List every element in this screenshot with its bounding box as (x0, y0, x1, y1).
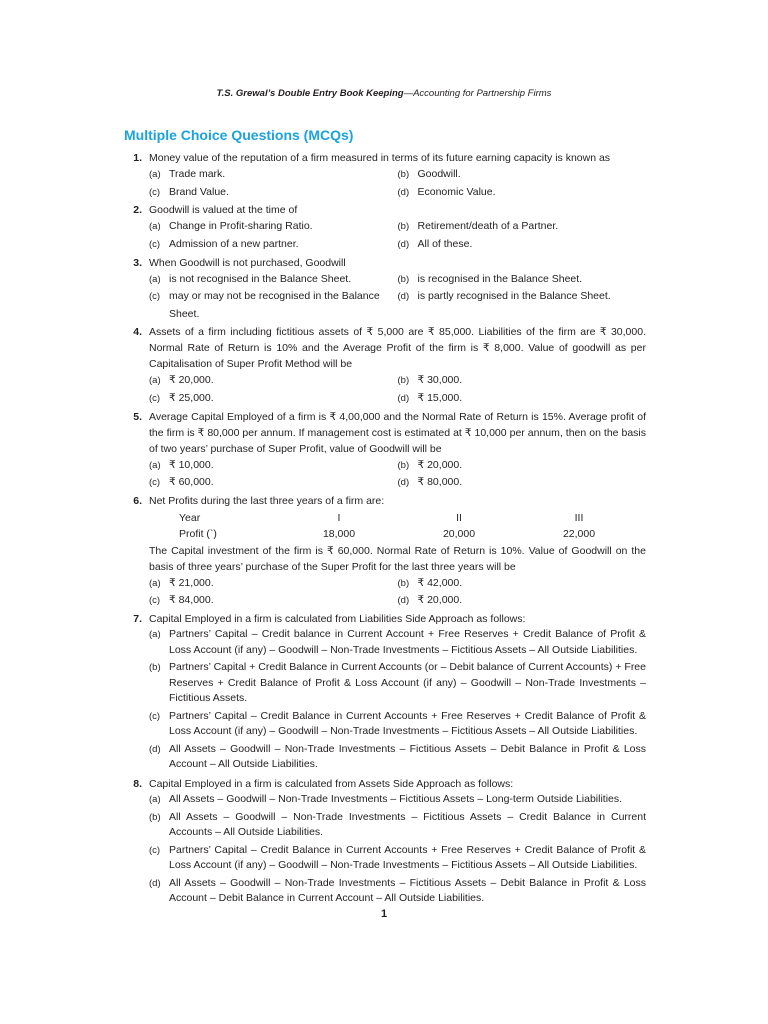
option-text: Retirement/death of a Partner. (417, 220, 559, 233)
book-subject: Accounting for Partnership Firms (413, 88, 552, 99)
option-label: (b) (149, 811, 161, 823)
option-label: (a) (149, 629, 161, 641)
option-label: (a) (149, 375, 161, 387)
option-label: (b) (397, 169, 410, 180)
option-d (398, 390, 647, 408)
option-c (149, 236, 398, 254)
question-list (124, 150, 646, 910)
option-label: (a) (149, 794, 161, 806)
option-text: All Assets – Goodwill – Non-Trade Investments – Fictitious Assets – Credit Balance in Current Accounts – All Outside Liabilities. (169, 810, 646, 839)
option-label: (a) (149, 273, 161, 285)
option-text: ₹ 15,000. (417, 391, 463, 404)
options (149, 792, 646, 909)
question-3 (124, 255, 646, 324)
options (149, 627, 646, 775)
question-text: When Goodwill is not purchased, Goodwill (149, 256, 346, 269)
option-label: (d) (149, 877, 161, 889)
option-text: may or may not be recognised in the Balance Sheet. (169, 290, 380, 320)
option-text: ₹ 80,000. (417, 476, 463, 489)
option-text: All Assets – Goodwill – Non-Trade Investments – Fictitious Assets – Long-term Outside Liabilities. (169, 793, 623, 806)
option-label: (b) (397, 577, 410, 589)
header-dash: — (403, 88, 414, 99)
option-label: (c) (149, 710, 161, 722)
question-text: Capital Employed in a firm is calculated from Liabilities Side Approach as follows: (149, 613, 526, 626)
profit-table (149, 510, 646, 542)
table-cell: 20,000 (442, 527, 476, 540)
question-text: Net Profits during the last three years of a firm are: (149, 494, 385, 507)
section-title: Multiple Choice Questions (MCQs) (124, 127, 354, 143)
question-7 (124, 611, 646, 775)
option-label: (b) (397, 459, 410, 471)
option-b (398, 271, 647, 289)
question-2 (124, 202, 646, 253)
option-d (398, 288, 647, 323)
option-c (149, 709, 646, 740)
option-d (149, 742, 646, 773)
question-number: 8. (133, 778, 142, 791)
option-label: (d) (397, 186, 410, 198)
option-a (149, 218, 398, 236)
question-number: 5. (133, 410, 142, 423)
option-label: (a) (149, 169, 161, 180)
option-d (398, 184, 647, 202)
option-b (149, 660, 646, 707)
question-4 (124, 324, 646, 407)
option-text: Partners’ Capital – Credit Balance in Current Accounts + Free Reserves + Credit Balance of Profit & Loss Account (if any) – Goodwill – Non-Trade Investments – Fictitious Assets – All Outside Liabilities. (169, 843, 646, 872)
option-b (398, 166, 647, 184)
page-number: 1 (380, 908, 388, 920)
question-text: Average Capital Employed of a firm is ₹ 4,00,000 and the Normal Rate of Return is 15%. Average profit of the firm is ₹ 80,000 per annum. If management cost is estimated at ₹ 10,000 per annum, then on the basis of two years’ purchase of Super Profit, value of Goodwill will be (149, 410, 646, 455)
option-label: (c) (149, 844, 161, 856)
option-b (398, 575, 647, 593)
question-text: Money value of the reputation of a firm measured in terms of its future earning capacity is known as (149, 152, 611, 164)
option-label: (b) (397, 375, 410, 387)
option-text: ₹ 25,000. (169, 391, 214, 404)
option-text: ₹ 60,000. (169, 476, 214, 489)
table-cell: I (337, 511, 341, 524)
option-label: (b) (149, 662, 161, 674)
option-label: (c) (149, 291, 161, 303)
question-text: Assets of a firm including fictitious assets of ₹ 5,000 are ₹ 85,000. Liabilities of the firm are ₹ 30,000. Normal Rate of Return is 10% and the Average Profit of the firm is ₹ 8,000. Value of goodwill as per Capitalisation of Super Profit Method will be (149, 326, 646, 371)
option-text: ₹ 20,000. (417, 458, 463, 471)
option-d (149, 876, 646, 907)
option-text: Economic Value. (417, 185, 496, 198)
option-text: ₹ 10,000. (169, 458, 214, 471)
table-cell: III (574, 511, 584, 524)
option-c (149, 843, 646, 874)
option-label: (c) (149, 238, 161, 250)
options (149, 271, 646, 324)
option-d (398, 592, 647, 610)
options (149, 372, 646, 407)
option-b (398, 457, 647, 475)
option-d (398, 236, 647, 254)
option-label: (a) (149, 221, 161, 233)
option-c (149, 288, 398, 323)
question-number: 1. (133, 152, 142, 164)
option-text: Partners’ Capital – Credit balance in Current Account + Free Reserves + Credit Balance of Profit & Loss Account (if any) – Goodwill – Non-Trade Investments – Fictitious Assets – All Outside Liabilities. (169, 628, 646, 656)
option-a (149, 627, 646, 658)
option-label: (d) (397, 238, 410, 250)
option-a (149, 792, 646, 808)
question-number: 4. (133, 326, 142, 339)
question-text: Capital Employed in a firm is calculated from Assets Side Approach as follows: (149, 778, 514, 791)
option-text: Change in Profit-sharing Ratio. (169, 220, 313, 233)
table-cell: Year (179, 511, 201, 524)
option-text: Goodwill. (417, 168, 461, 180)
option-label: (a) (149, 459, 161, 471)
option-b (149, 810, 646, 841)
option-label: (d) (397, 477, 410, 489)
question-text-continued: The Capital investment of the firm is ₹ 60,000. Normal Rate of Return is 10%. Value of Goodwill on the basis of three years’ purchase of the Super Profit for the last three years will be (149, 544, 646, 573)
option-text: Admission of a new partner. (169, 237, 299, 250)
question-8 (124, 776, 646, 909)
option-a (149, 575, 398, 593)
options (149, 457, 646, 492)
option-text: All Assets – Goodwill – Non-Trade Investments – Fictitious Assets – Debit Balance in Profit & Loss Account – All Outside Liabilities. (169, 742, 646, 771)
table-cell: Profit (`) (179, 527, 217, 540)
question-6 (124, 493, 646, 610)
option-label: (c) (149, 595, 161, 607)
option-text: is recognised in the Balance Sheet. (417, 272, 583, 285)
table-cell: II (456, 511, 462, 524)
question-number: 6. (133, 494, 142, 507)
option-label: (b) (397, 273, 410, 285)
option-text: ₹ 20,000. (169, 374, 214, 387)
option-label: (c) (149, 186, 161, 198)
question-5 (124, 409, 646, 492)
table-cell: 18,000 (322, 527, 356, 540)
question-text: Goodwill is valued at the time of (149, 204, 298, 217)
option-label: (c) (149, 392, 161, 404)
option-text: ₹ 21,000. (169, 576, 214, 589)
option-c (149, 184, 398, 202)
option-text: All of these. (417, 237, 473, 250)
option-text: ₹ 30,000. (417, 374, 463, 387)
question-number: 2. (133, 204, 142, 217)
option-d (398, 474, 647, 492)
option-label: (d) (149, 743, 161, 755)
option-c (149, 592, 398, 610)
option-c (149, 474, 398, 492)
option-text: Partners’ Capital + Credit Balance in Current Accounts (or – Debit balance of Current Accounts) + Free Reserves + Credit Balance of Profit & Loss Account (if any) – Goodwill – Non-Trade Investments – Fictitious Assets. (169, 661, 646, 705)
question-number: 3. (133, 256, 142, 269)
option-a (149, 271, 398, 289)
option-text: Trade mark. (169, 168, 226, 180)
option-b (398, 218, 647, 236)
option-a (149, 372, 398, 390)
options (149, 575, 646, 610)
option-text: ₹ 42,000. (417, 576, 463, 589)
option-label: (d) (397, 392, 410, 404)
question-number: 7. (133, 613, 142, 626)
options (149, 166, 646, 201)
options (149, 218, 646, 253)
running-header (0, 88, 768, 99)
option-c (149, 390, 398, 408)
option-b (398, 372, 647, 390)
option-text: Brand Value. (169, 185, 229, 198)
option-text: Partners’ Capital – Credit Balance in Current Accounts + Free Reserves + Credit Balance of Profit & Loss Account (if any) – Goodwill – Non-Trade Investments – Fictitious Assets – All Outside Liabilities. (169, 709, 646, 738)
option-label: (b) (397, 221, 410, 233)
option-label: (d) (397, 291, 410, 303)
table-cell: 22,000 (562, 527, 596, 540)
option-label: (a) (149, 577, 161, 589)
option-text: ₹ 20,000. (417, 594, 463, 607)
option-text: is not recognised in the Balance Sheet. (169, 272, 352, 285)
option-label: (c) (149, 477, 161, 489)
option-a (149, 457, 398, 475)
option-text: All Assets – Goodwill – Non-Trade Investments – Fictitious Assets – Debit Balance in Profit & Loss Account – Debit Balance in Current Account – All Outside Liabilities. (169, 876, 646, 905)
question-1 (124, 150, 646, 201)
book-title: T.S. Grewal’s Double Entry Book Keeping (216, 88, 404, 99)
option-text: is partly recognised in the Balance Sheet. (417, 290, 611, 303)
option-label: (d) (397, 595, 410, 607)
option-text: ₹ 84,000. (169, 594, 214, 607)
option-a (149, 166, 398, 184)
